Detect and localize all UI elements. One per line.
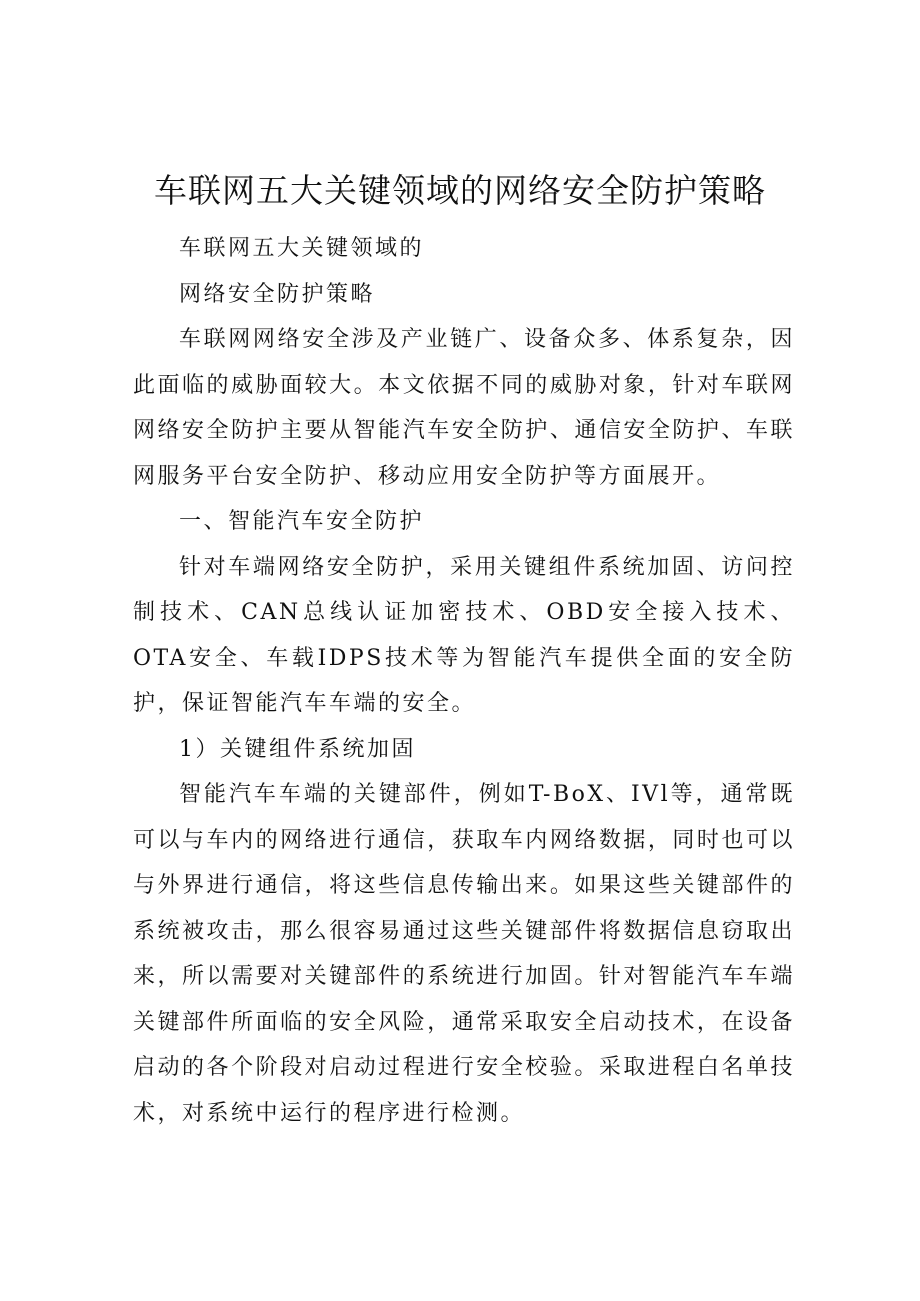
section-heading-1: 一、智能汽车安全防护 (179, 509, 425, 534)
subtitle-line-2: 网络安全防护策略 (179, 281, 376, 307)
section-1-paragraph: 针对车端网络安全防护，采用关键组件系统加固、访问控制技术、CAN总线认证加密技术、OBD安全接入技术、OTA安全、车载IDPS技术等为智能汽车提供全面的安全防护，保证智能汽车车端的安全。 (133, 554, 795, 716)
subtitle-line-1: 车联网五大关键领域的 (179, 236, 425, 261)
document-body (133, 226, 795, 1136)
document-title: 车联网五大关键领域的网络安全防护策略 (154, 171, 766, 210)
subsection-heading-1: 1）关键组件系统加固 (179, 736, 416, 762)
intro-paragraph: 车联网网络安全涉及产业链广、设备众多、体系复杂，因此面临的威胁面较大。本文依据不同的威胁对象，针对车联网网络安全防护主要从智能汽车安全防护、通信安全防护、车联网服务平台安全防护、移动应用安全防护等方面展开。 (133, 327, 795, 489)
subsection-1-paragraph: 智能汽车车端的关键部件，例如T-BoX、IVl等，通常既可以与车内的网络进行通信，获取车内网络数据，同时也可以与外界进行通信，将这些信息传输出来。如果这些关键部件的系统被攻击，那么很容易通过这些关键部件将数据信息窃取出来，所以需要对关键部件的系统进行加固。针对智能汽车车端关键部件所面临的安全风险，通常采取安全启动技术，在设备启动的各个阶段对启动过程进行安全校验。采取进程白名单技术，对系统中运行的程序进行检测。 (133, 782, 795, 1126)
